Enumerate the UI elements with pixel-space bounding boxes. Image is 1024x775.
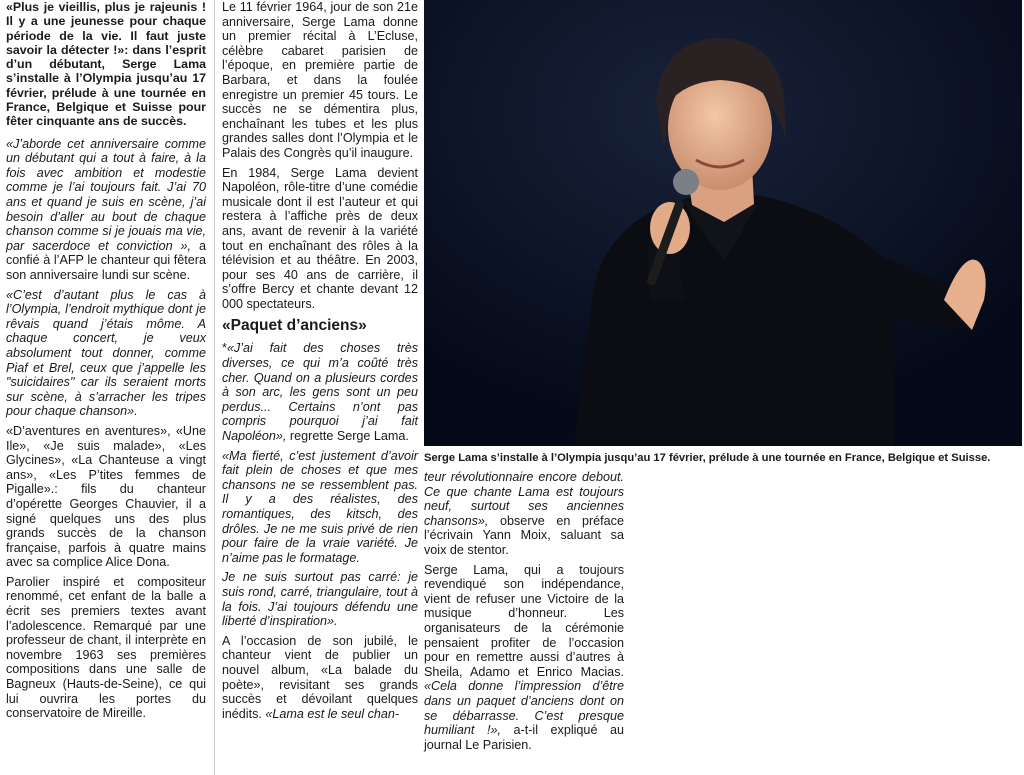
article-column-1 (6, 0, 206, 726)
paragraph (6, 137, 206, 283)
article-column-3 (424, 470, 624, 757)
paragraph (424, 470, 624, 558)
microphone-head (673, 169, 699, 195)
article-photo (424, 0, 1022, 446)
text: a-t-il expliqué au journal Le Parisien. (424, 723, 624, 752)
paragraph: «D’aventures en aventures», «Une Ile», «Je suis malade», «Les Glycines», «La Chanteuse a vingt ans», «Les P’tites femmes de Pigalle».: fils du chanteur d’opérette Georges Chauvier, il a signé quelques uns des plus grands succès de la chanson française, parfois à quatre mains avec sa complice Alice Dona. (6, 423, 206, 570)
text: regrette Serge Lama. (286, 429, 409, 444)
paragraph (222, 634, 418, 722)
article-column-2 (222, 0, 418, 726)
bullet-star: * (222, 341, 227, 356)
paragraph (222, 341, 418, 443)
paragraph: «Ma fierté, c’est justement d’avoir fait plein de choses et que mes chansons ne se ressemblent pas. Il y a des réalistes, des romantiques, des kitsch, des drôles. Je ne me suis privé de rien pour faire de la vraie variété. Je n’aime pas le formatage. (222, 448, 418, 565)
quote: «J’aborde cet anniversaire comme un débutant qui a tout à faire, à la fois avec ambition et modestie comme je l’ai toujours fait. J’ai 70 ans et quand je suis en scène, j’ai besoin d’aller au bout de chaque chanson comme si je jouais ma vie, par sacerdoce et conviction », (6, 136, 206, 253)
paragraph: Parolier inspiré et compositeur renommé, cet enfant de la balle a écrit ses premiers textes avant l’adolescence. Remarqué par une professeur de chant, il interprète en novembre 1963 ses premières compositions dans une salle de Bagneux (Hauts-de-Seine), ce qui lui ouvrira les portes du conservatoire de Mireille. (6, 574, 206, 721)
subheading: «Paquet d’anciens» (222, 317, 367, 335)
text: observe en préface l’écrivain Yann Moix, saluant sa voix de stentor. (424, 513, 624, 557)
paragraph: «C’est d’autant plus le cas à l’Olympia, l’endroit mythique dont je rêvais quand j’étais môme. A chaque concert, je veux absolument tout donner, comme Piaf et Brel, ceux que j’appelle les "suicidaires" car ils seraient morts sur scène, à s’arracher les tripes pour chaque chanson». (6, 287, 206, 419)
paragraph: En 1984, Serge Lama devient Napoléon, rôle-titre d’une comédie musicale dont il est l’auteur et qui restera à l’affiche près de deux ans, avant de revenir à la variété tout en enchaînant des rôles à la télévision et au théâtre. En 2003, pour ses 40 ans de carrière, il s’offre Bercy et chante devant 12 000 spectateurs. (222, 165, 418, 311)
text: a confié à l’AFP le chanteur qui fêtera son anniversaire lundi sur scène. (6, 238, 206, 283)
photo-caption: Serge Lama s’installe à l’Olympia jusqu’au 17 février, prélude à une tournée en France, Belgique et Suisse. (424, 452, 991, 464)
article-lead: «Plus je vieillis, plus je rajeunis ! Il y a une jeunesse pour chaque période de la vie. Il faut juste savoir la détecter !»: dans l’esprit d’un débutant, Serge Lama s’installe à l’Olympia jusqu’au 17 février, prélude à une tournée en France, Belgique et Suisse pour fêter cinquante ans de succès. (6, 0, 206, 129)
text: A l’occasion de son jubilé, le chanteur vient de publier un nouvel album, «La balade du poète», revisitant ses grands succès et dévoilant quelques inédits. (222, 633, 418, 721)
paragraph (424, 563, 624, 753)
text: Serge Lama, qui a toujours revendiqué son indépendance, vient de refuser une Victoire de la musique d’honneur. Les organisateurs de la cérémonie pensaient profiter de l’occasion pour en remettre aussi d’autres à Sheila, Adamo et Enrico Macias. (424, 562, 624, 679)
column-divider (214, 0, 215, 775)
quote: «Cela donne l’impression d’être dans un paquet d’anciens dont on se débarrasse. C’est presque humiliant !», (424, 679, 624, 738)
paragraph: Le 11 février 1964, jour de son 21e anniversaire, Serge Lama donne un premier récital à L’Ecluse, célèbre cabaret parisien de l’époque, en première partie de Barbara, et dans la foulée enregistre un premier 45 tours. Le succès ne se démentira plus, enchaînant les tubes et les plus grandes salles dont l’Olympia et le Palais des Congrès qu’il inaugure. (222, 0, 418, 160)
quote: «Lama est le seul chan- (265, 706, 400, 721)
singer-illustration (424, 0, 1022, 446)
quote: «J’ai fait des choses très diverses, ce qui m’a coûté très cher. Quand on a plusieurs cordes à son arc, les gens sont un peu perdus... Certains n’ont pas compris pourquoi j’ai fait Napoléon», (222, 341, 418, 444)
paragraph: Je ne suis surtout pas carré: je suis rond, carré, triangulaire, tout à la fois. J’ai toujours défendu une liberté d’inspiration». (222, 570, 418, 629)
quote: teur révolutionnaire encore debout. Ce que chante Lama est toujours neuf, surtout ses anciennes chansons», (424, 470, 624, 528)
